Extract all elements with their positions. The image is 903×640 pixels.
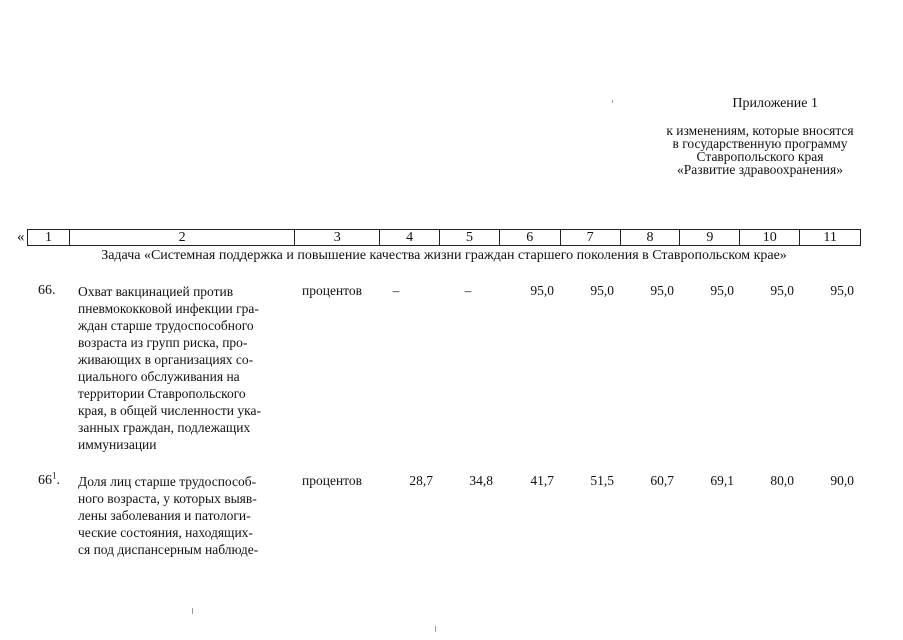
description-line: территории Ставропольского bbox=[78, 386, 246, 401]
description-line: иммунизации bbox=[78, 437, 157, 452]
header-cell-6: 6 bbox=[500, 230, 561, 245]
value-cell: 95,0 bbox=[590, 283, 614, 298]
value-cell: – bbox=[392, 283, 400, 298]
appendix-subtitle-line: Ставропольского края bbox=[696, 149, 824, 164]
header-cell-10: 10 bbox=[740, 230, 800, 245]
row-number bbox=[38, 470, 60, 489]
row-unit: процентов bbox=[302, 283, 363, 298]
header-cell-1: 1 bbox=[28, 230, 70, 245]
value-cell: 28,7 bbox=[409, 473, 433, 488]
open-quote-mark: « bbox=[17, 229, 25, 245]
value-cell: 95,0 bbox=[650, 283, 674, 298]
appendix-subtitle bbox=[620, 124, 900, 176]
appendix-subtitle-line: в государственную программу bbox=[672, 136, 848, 151]
description-line: ческие состояния, находящих- bbox=[78, 525, 253, 540]
description-line: Охват вакцинацией против bbox=[78, 284, 234, 299]
value-cell: 95,0 bbox=[830, 283, 854, 298]
header-cell-9: 9 bbox=[680, 230, 740, 245]
description-line: лены заболевания и патологи- bbox=[78, 508, 251, 523]
row-number: 66. bbox=[38, 283, 56, 298]
description-line: возраста из групп риска, про- bbox=[78, 335, 248, 350]
appendix-subtitle-line: «Развитие здравоохранения» bbox=[677, 162, 843, 177]
value-cell: 95,0 bbox=[530, 283, 554, 298]
description-line: живающих в организациях со- bbox=[78, 352, 254, 367]
header-cell-8: 8 bbox=[621, 230, 681, 245]
header-cell-2: 2 bbox=[70, 230, 295, 245]
description-line: ся под диспансерным наблюде- bbox=[78, 542, 259, 557]
description-line: края, в общей численности ука- bbox=[78, 403, 261, 418]
appendix-subtitle-line: к изменениям, которые вносятся bbox=[666, 123, 854, 138]
description-line: ного возраста, у которых выяв- bbox=[78, 491, 257, 506]
value-cell: 95,0 bbox=[770, 283, 794, 298]
header-cell-4: 4 bbox=[380, 230, 440, 245]
description-line: Доля лиц старше трудоспособ- bbox=[78, 474, 257, 489]
value-cell: 90,0 bbox=[830, 473, 854, 488]
value-cell: 60,7 bbox=[650, 473, 674, 488]
header-cell-5: 5 bbox=[440, 230, 500, 245]
task-title: Задача «Системная поддержка и повышение качества жизни граждан старшего поколения в Ставропольском крае» bbox=[101, 248, 787, 263]
scan-speck bbox=[612, 100, 613, 103]
value-cell: 95,0 bbox=[710, 283, 734, 298]
row-description bbox=[78, 283, 288, 453]
description-line: занных граждан, подлежащих bbox=[78, 420, 251, 435]
description-line: ждан старше трудоспособного bbox=[78, 318, 254, 333]
value-cell: – bbox=[464, 283, 472, 298]
row-description bbox=[78, 473, 288, 558]
header-cell-11: 11 bbox=[823, 230, 837, 245]
description-line: циального обслуживания на bbox=[78, 369, 240, 384]
scan-speck bbox=[435, 626, 436, 632]
value-cell: 69,1 bbox=[710, 473, 734, 488]
scan-speck bbox=[192, 608, 193, 614]
value-cell: 51,5 bbox=[590, 473, 614, 488]
value-cell: 41,7 bbox=[530, 473, 554, 488]
header-cell-7: 7 bbox=[561, 230, 621, 245]
row-number-base: 66 bbox=[38, 473, 52, 488]
row-unit: процентов bbox=[302, 473, 363, 488]
appendix-title: Приложение 1 bbox=[732, 96, 818, 111]
value-cell: 34,8 bbox=[469, 473, 493, 488]
value-cell: 80,0 bbox=[770, 473, 794, 488]
row-number-suffix: . bbox=[56, 473, 60, 488]
header-cell-3: 3 bbox=[295, 230, 380, 245]
row-number-superscript: 1 bbox=[52, 470, 57, 481]
table-header-row bbox=[27, 229, 861, 246]
description-line: пневмококковой инфекции гра- bbox=[78, 301, 259, 316]
